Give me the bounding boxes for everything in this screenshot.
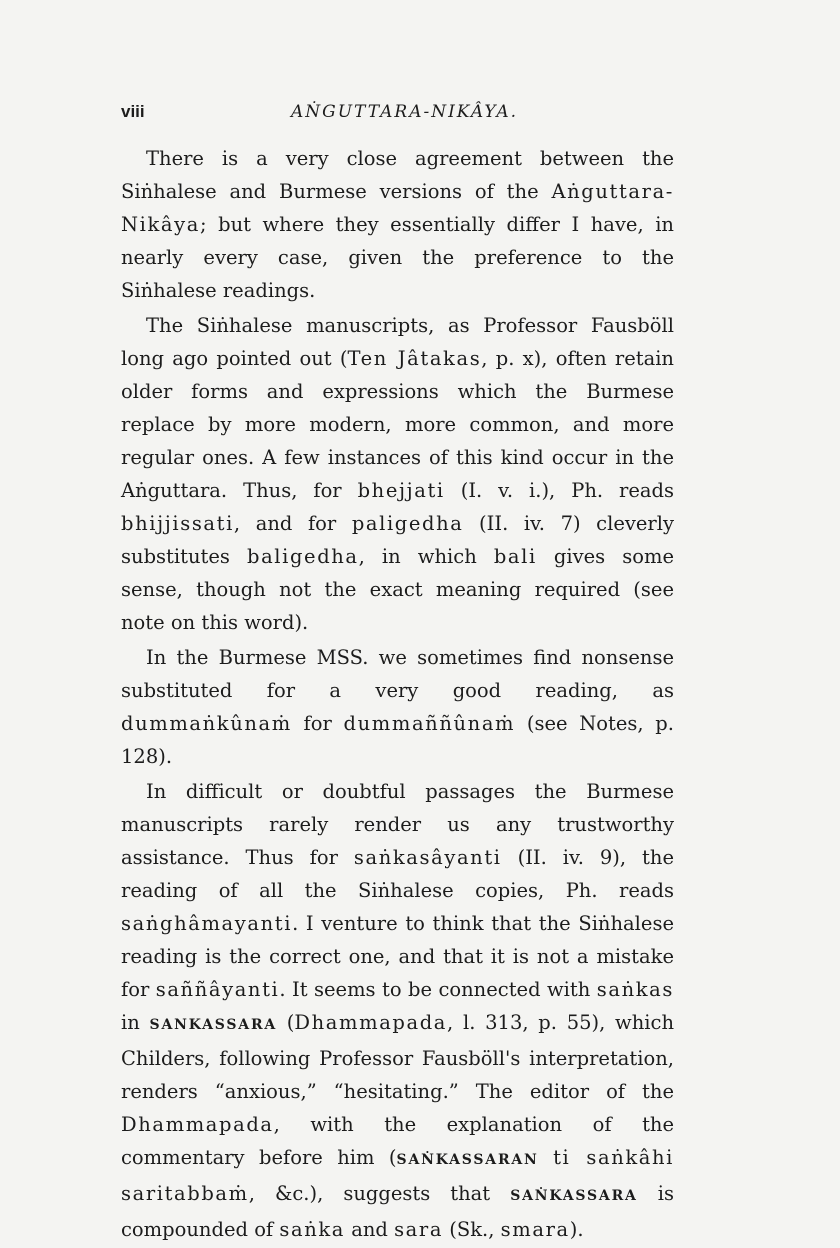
text-run: There is a very close agreement between the Siṅhalese and Burmese versions of the [121,147,674,203]
paragraph-4 [121,775,674,1246]
spaced-term: saññâyanti [155,978,280,1001]
spaced-term: saṅghâmayanti [121,912,293,935]
spaced-term: saṅkas [596,978,674,1001]
spaced-term: bhijjissati [121,512,234,535]
spaced-term: Aṅguttara-Nikâya [121,180,674,236]
text-run: The Siṅhalese manuscripts, as Professor Fausböll long ago pointed out ( [121,314,674,370]
text-run: (see Notes, p. 128). [121,712,674,768]
small-caps-term: SAṄKASSARA [510,1188,638,1204]
text-run: (II. iv. 7) cleverly substitutes [121,512,674,568]
text-run [539,1146,553,1169]
text-run: , &c.), suggests that [248,1182,511,1205]
spaced-term: sara [394,1218,444,1241]
spaced-term: Ten Jâtakas [347,347,482,370]
text-run: , and for [233,512,352,535]
text-run: In difficult or doubtful passages the Burmese manuscripts rarely render us any trustworthy assistance. Thus for [121,780,674,869]
spaced-term: Dhammapada [121,1113,274,1136]
paragraph-1 [121,142,674,307]
text-run: , p. x), often retain older forms and expressions which the Burmese replace by more modern, more common, and more regular ones. A few instances of this kind occur in the Aṅguttara. Thus, for [121,347,674,502]
spaced-term: baligedha [246,545,359,568]
text-run: . I venture to think that the Siṅhalese reading is the correct one, and that it is not a mistake for [121,912,674,1001]
spaced-term: paligedha [351,512,464,535]
small-caps-term: SANKASSARA [149,1017,278,1033]
spaced-term: dummaññûnaṁ [343,712,516,735]
spaced-term: smara [500,1218,570,1241]
text-run: for [291,712,344,735]
text-run: In the Burmese MSS. we sometimes find nonsense substituted for a very good reading, as [121,646,674,702]
body-text [121,142,674,1248]
text-run: (Sk., [443,1218,501,1241]
spaced-term: Dhammapada [294,1011,448,1034]
page-number: viii [121,102,145,121]
text-run: is compounded of [121,1182,674,1241]
spaced-term: dummaṅkûnaṁ [121,712,292,735]
spaced-term: bali [493,545,537,568]
spaced-term: bhejjati [357,479,445,502]
text-run: ; but where they essentially differ I have, in nearly every case, given the preference to the Siṅhalese readings. [121,213,674,302]
text-run: (II. iv. 9), the reading of all the Siṅhalese copies, Ph. reads [121,846,674,902]
spaced-term: saṅkasâyanti [353,846,502,869]
text-run: ). [569,1218,584,1241]
text-run: , in which [358,545,494,568]
small-caps-term: SAṄKASSARAN [396,1152,539,1168]
page-header [121,102,681,128]
text-run: in [121,1011,150,1034]
text-run: gives some sense, though not the exact meaning required (see note on this word). [121,545,675,634]
text-run: , l. 313, p. 55), which Childers, following Professor Fausböll's interpretation, renders “anxious,” “hesitating.” The editor of the [121,1011,675,1103]
text-run: (I. v. i.), Ph. reads [444,479,674,502]
text-run: ( [277,1011,295,1034]
spaced-term: saṅka [279,1218,345,1241]
running-title: AṄGUTTARA-NIKÂYA. [291,102,518,122]
text-run: , with the explanation of the commentary before him ( [121,1113,674,1169]
paragraph-2 [121,309,674,639]
text-run: and [345,1218,395,1241]
text-run: . It seems to be connected with [279,978,597,1001]
paragraph-3 [121,641,674,773]
spaced-term: ti saṅkâhi saritabbaṁ [121,1146,675,1205]
